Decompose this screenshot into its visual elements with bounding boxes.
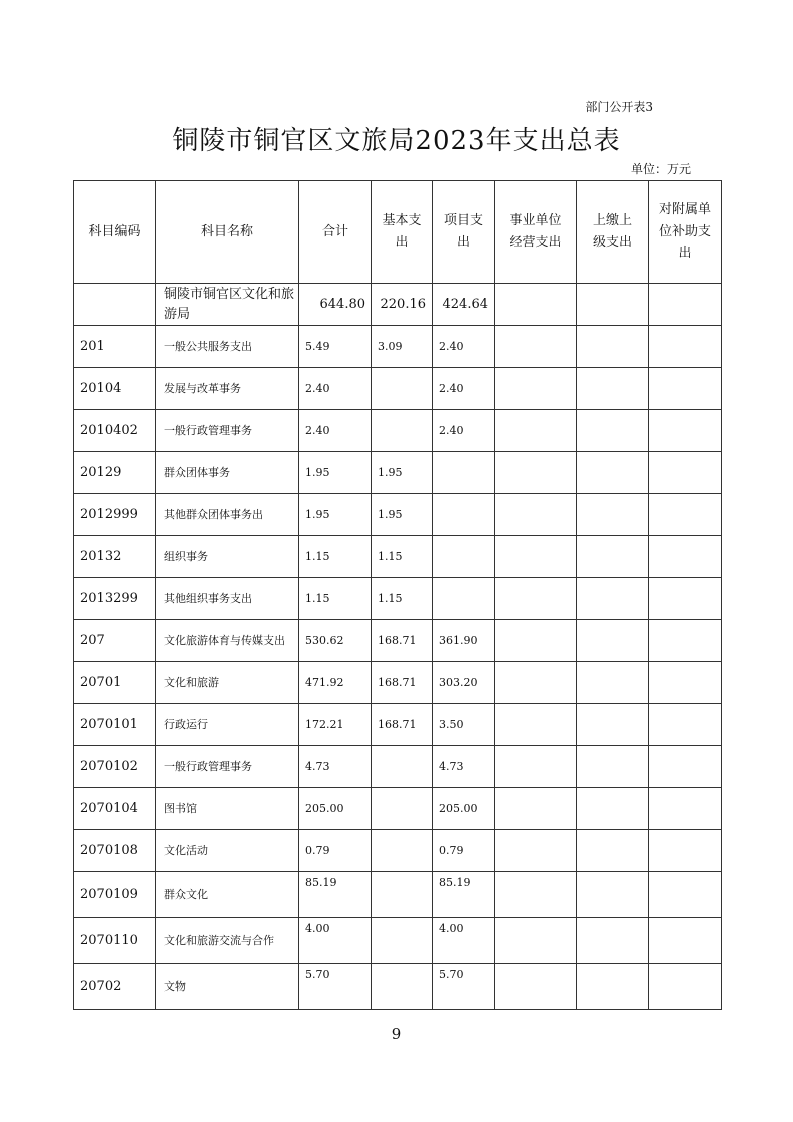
subsidy-cell bbox=[649, 284, 722, 326]
subsidy-cell bbox=[649, 830, 722, 872]
table-row bbox=[74, 964, 722, 1010]
name-cell: 其他组织事务支出 bbox=[156, 578, 299, 620]
project-cell: 2.40 bbox=[433, 368, 495, 410]
page-number: 9 bbox=[391, 1025, 402, 1043]
subsidy-cell bbox=[649, 918, 722, 964]
remit-cell bbox=[577, 662, 649, 704]
name-cell: 文化活动 bbox=[156, 830, 299, 872]
name-cell: 文化旅游体育与传媒支出 bbox=[156, 620, 299, 662]
project-cell: 5.70 bbox=[433, 964, 495, 1010]
basic-cell bbox=[372, 918, 433, 964]
code-cell: 2070101 bbox=[74, 704, 156, 746]
code-cell: 20104 bbox=[74, 368, 156, 410]
table-row bbox=[74, 578, 722, 620]
subsidy-cell bbox=[649, 964, 722, 1010]
total-cell: 530.62 bbox=[299, 620, 372, 662]
remit-cell bbox=[577, 788, 649, 830]
remit-cell bbox=[577, 620, 649, 662]
code-cell: 2010402 bbox=[74, 410, 156, 452]
table-header bbox=[74, 181, 722, 284]
basic-cell: 168.71 bbox=[372, 620, 433, 662]
header-subsidy: 对附属单位补助支出 bbox=[649, 181, 722, 284]
code-cell: 2013299 bbox=[74, 578, 156, 620]
table-row bbox=[74, 536, 722, 578]
name-cell: 一般公共服务支出 bbox=[156, 326, 299, 368]
table-row bbox=[74, 704, 722, 746]
basic-cell bbox=[372, 788, 433, 830]
table-row bbox=[74, 452, 722, 494]
code-cell: 2070102 bbox=[74, 746, 156, 788]
total-cell: 85.19 bbox=[299, 872, 372, 918]
basic-cell bbox=[372, 368, 433, 410]
total-cell: 205.00 bbox=[299, 788, 372, 830]
name-cell: 文物 bbox=[156, 964, 299, 1010]
code-cell: 20702 bbox=[74, 964, 156, 1010]
basic-cell: 1.15 bbox=[372, 578, 433, 620]
subsidy-cell bbox=[649, 494, 722, 536]
project-cell bbox=[433, 536, 495, 578]
name-cell: 组织事务 bbox=[156, 536, 299, 578]
remit-cell bbox=[577, 452, 649, 494]
remit-cell bbox=[577, 872, 649, 918]
name-cell: 文化和旅游交流与合作 bbox=[156, 918, 299, 964]
header-business: 事业单位经营支出 bbox=[495, 181, 577, 284]
total-row bbox=[74, 284, 722, 326]
table-row bbox=[74, 788, 722, 830]
total-cell: 0.79 bbox=[299, 830, 372, 872]
code-cell: 20129 bbox=[74, 452, 156, 494]
business-cell bbox=[495, 368, 577, 410]
basic-cell bbox=[372, 964, 433, 1010]
remit-cell bbox=[577, 830, 649, 872]
table-row bbox=[74, 410, 722, 452]
business-cell bbox=[495, 662, 577, 704]
project-cell: 4.00 bbox=[433, 918, 495, 964]
project-cell bbox=[433, 452, 495, 494]
subsidy-cell bbox=[649, 662, 722, 704]
code-cell: 2012999 bbox=[74, 494, 156, 536]
name-cell: 行政运行 bbox=[156, 704, 299, 746]
name-cell: 发展与改革事务 bbox=[156, 368, 299, 410]
table-row bbox=[74, 872, 722, 918]
remit-cell bbox=[577, 746, 649, 788]
table-row bbox=[74, 830, 722, 872]
business-cell bbox=[495, 964, 577, 1010]
total-cell: 644.80 bbox=[299, 284, 372, 326]
project-cell: 361.90 bbox=[433, 620, 495, 662]
table-row bbox=[74, 662, 722, 704]
name-cell: 一般行政管理事务 bbox=[156, 746, 299, 788]
subsidy-cell bbox=[649, 452, 722, 494]
basic-cell: 3.09 bbox=[372, 326, 433, 368]
form-number: 部门公开表3 bbox=[585, 100, 653, 114]
name-cell: 文化和旅游 bbox=[156, 662, 299, 704]
table-row bbox=[74, 746, 722, 788]
code-cell: 2070110 bbox=[74, 918, 156, 964]
header-basic: 基本支出 bbox=[372, 181, 433, 284]
table-row bbox=[74, 326, 722, 368]
business-cell bbox=[495, 746, 577, 788]
remit-cell bbox=[577, 410, 649, 452]
business-cell bbox=[495, 326, 577, 368]
name-cell: 一般行政管理事务 bbox=[156, 410, 299, 452]
total-cell: 4.73 bbox=[299, 746, 372, 788]
code-cell: 207 bbox=[74, 620, 156, 662]
basic-cell: 1.15 bbox=[372, 536, 433, 578]
total-cell: 5.49 bbox=[299, 326, 372, 368]
header-project: 项目支出 bbox=[433, 181, 495, 284]
code-cell: 2070108 bbox=[74, 830, 156, 872]
name-cell: 群众文化 bbox=[156, 872, 299, 918]
business-cell bbox=[495, 494, 577, 536]
expenditure-table bbox=[73, 180, 722, 1010]
header-total: 合计 bbox=[299, 181, 372, 284]
remit-cell bbox=[577, 704, 649, 746]
code-cell: 20132 bbox=[74, 536, 156, 578]
subsidy-cell bbox=[649, 746, 722, 788]
business-cell bbox=[495, 452, 577, 494]
remit-cell bbox=[577, 284, 649, 326]
total-cell: 1.95 bbox=[299, 452, 372, 494]
business-cell bbox=[495, 284, 577, 326]
basic-cell bbox=[372, 872, 433, 918]
page-title: 铜陵市铜官区文旅局2023年支出总表 bbox=[172, 126, 621, 156]
subsidy-cell bbox=[649, 620, 722, 662]
basic-cell bbox=[372, 746, 433, 788]
header-remit: 上缴上级支出 bbox=[577, 181, 649, 284]
business-cell bbox=[495, 704, 577, 746]
project-cell bbox=[433, 578, 495, 620]
name-cell: 图书馆 bbox=[156, 788, 299, 830]
total-cell: 1.95 bbox=[299, 494, 372, 536]
code-cell: 2070109 bbox=[74, 872, 156, 918]
business-cell bbox=[495, 410, 577, 452]
subsidy-cell bbox=[649, 788, 722, 830]
code-cell: 201 bbox=[74, 326, 156, 368]
subsidy-cell bbox=[649, 326, 722, 368]
project-cell: 4.73 bbox=[433, 746, 495, 788]
project-cell: 3.50 bbox=[433, 704, 495, 746]
table-row bbox=[74, 918, 722, 964]
header-name: 科目名称 bbox=[156, 181, 299, 284]
basic-cell: 1.95 bbox=[372, 494, 433, 536]
total-cell: 172.21 bbox=[299, 704, 372, 746]
business-cell bbox=[495, 620, 577, 662]
name-cell: 群众团体事务 bbox=[156, 452, 299, 494]
name-cell: 铜陵市铜官区文化和旅游局 bbox=[156, 284, 299, 326]
business-cell bbox=[495, 918, 577, 964]
project-cell: 85.19 bbox=[433, 872, 495, 918]
table-row bbox=[74, 494, 722, 536]
project-cell: 205.00 bbox=[433, 788, 495, 830]
subsidy-cell bbox=[649, 536, 722, 578]
total-cell: 1.15 bbox=[299, 578, 372, 620]
subsidy-cell bbox=[649, 704, 722, 746]
basic-cell: 1.95 bbox=[372, 452, 433, 494]
project-cell: 0.79 bbox=[433, 830, 495, 872]
total-cell: 2.40 bbox=[299, 410, 372, 452]
project-cell: 424.64 bbox=[433, 284, 495, 326]
business-cell bbox=[495, 788, 577, 830]
table-row bbox=[74, 620, 722, 662]
business-cell bbox=[495, 830, 577, 872]
remit-cell bbox=[577, 536, 649, 578]
total-cell: 1.15 bbox=[299, 536, 372, 578]
subsidy-cell bbox=[649, 872, 722, 918]
business-cell bbox=[495, 872, 577, 918]
remit-cell bbox=[577, 964, 649, 1010]
remit-cell bbox=[577, 368, 649, 410]
basic-cell: 168.71 bbox=[372, 704, 433, 746]
business-cell bbox=[495, 536, 577, 578]
basic-cell bbox=[372, 410, 433, 452]
basic-cell: 168.71 bbox=[372, 662, 433, 704]
unit-label: 单位：万元 bbox=[630, 162, 691, 176]
project-cell bbox=[433, 494, 495, 536]
code-cell bbox=[74, 284, 156, 326]
project-cell: 2.40 bbox=[433, 326, 495, 368]
remit-cell bbox=[577, 494, 649, 536]
basic-cell: 220.16 bbox=[372, 284, 433, 326]
project-cell: 303.20 bbox=[433, 662, 495, 704]
total-cell: 4.00 bbox=[299, 918, 372, 964]
business-cell bbox=[495, 578, 577, 620]
name-cell: 其他群众团体事务出 bbox=[156, 494, 299, 536]
remit-cell bbox=[577, 326, 649, 368]
remit-cell bbox=[577, 578, 649, 620]
project-cell: 2.40 bbox=[433, 410, 495, 452]
code-cell: 20701 bbox=[74, 662, 156, 704]
subsidy-cell bbox=[649, 578, 722, 620]
remit-cell bbox=[577, 918, 649, 964]
total-cell: 2.40 bbox=[299, 368, 372, 410]
total-cell: 5.70 bbox=[299, 964, 372, 1010]
code-cell: 2070104 bbox=[74, 788, 156, 830]
subsidy-cell bbox=[649, 410, 722, 452]
subsidy-cell bbox=[649, 368, 722, 410]
total-cell: 471.92 bbox=[299, 662, 372, 704]
table-row bbox=[74, 368, 722, 410]
header-code: 科目编码 bbox=[74, 181, 156, 284]
basic-cell bbox=[372, 830, 433, 872]
